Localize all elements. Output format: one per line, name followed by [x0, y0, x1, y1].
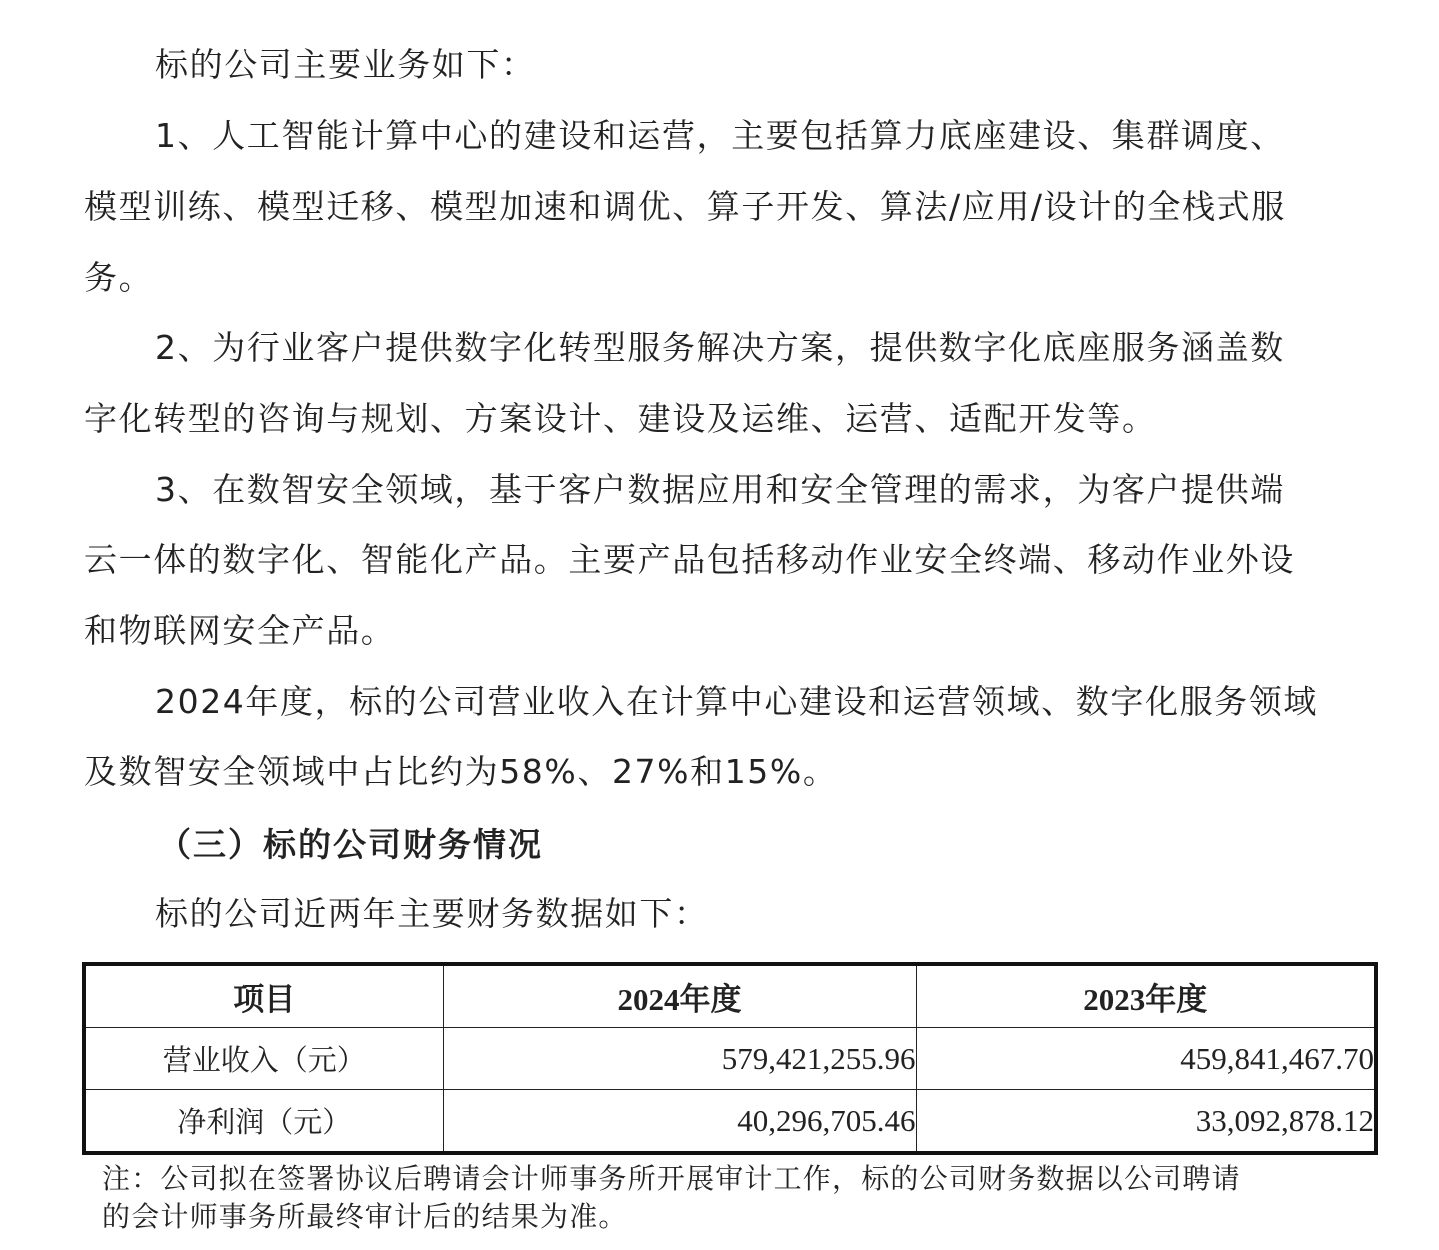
header-item: 项目 [84, 964, 443, 1028]
table-row [84, 1090, 1376, 1154]
cell-value: 459,841,467.70 [916, 1028, 1376, 1090]
footnote-line: 的会计师事务所最终审计后的结果为准。 [102, 1200, 628, 1233]
row-label: 净利润（元） [84, 1090, 443, 1154]
paragraph-line: 及数智安全领域中占比约为58%、27%和15%。 [84, 752, 838, 791]
table-intro: 标的公司近两年主要财务数据如下： [155, 894, 709, 933]
financial-table [82, 962, 1378, 1155]
paragraph-line: 2024年度，标的公司营业收入在计算中心建设和运营领域、数字化服务领域 [155, 682, 1318, 721]
paragraph-line: 2、为行业客户提供数字化转型服务解决方案，提供数字化底座服务涵盖数 [155, 328, 1285, 367]
table-row [84, 1028, 1376, 1090]
intro-text: 标的公司主要业务如下： [155, 45, 536, 84]
cell-value: 33,092,878.12 [916, 1090, 1376, 1154]
cell-value: 40,296,705.46 [443, 1090, 916, 1154]
row-label: 营业收入（元） [84, 1028, 443, 1090]
paragraph-line: 云一体的数字化、智能化产品。主要产品包括移动作业安全终端、移动作业外设 [84, 540, 1295, 579]
paragraph-line: 3、在数智安全领域，基于客户数据应用和安全管理的需求，为客户提供端 [155, 470, 1285, 509]
paragraph-line: 1、人工智能计算中心的建设和运营，主要包括算力底座建设、集群调度、 [155, 116, 1285, 155]
paragraph-line: 和物联网安全产品。 [84, 611, 396, 650]
table-header-row [84, 964, 1376, 1028]
footnote-line: 注：公司拟在签署协议后聘请会计师事务所开展审计工作，标的公司财务数据以公司聘请 [102, 1162, 1241, 1195]
paragraph-line: 模型训练、模型迁移、模型加速和调优、算子开发、算法/应用/设计的全栈式服 [84, 187, 1286, 226]
cell-value: 579,421,255.96 [443, 1028, 916, 1090]
paragraph-line: 务。 [84, 258, 154, 297]
header-2023: 2023年度 [916, 964, 1376, 1028]
header-2024: 2024年度 [443, 964, 916, 1028]
paragraph-line: 字化转型的咨询与规划、方案设计、建设及运维、运营、适配开发等。 [84, 399, 1157, 438]
section-heading: （三）标的公司财务情况 [158, 825, 543, 864]
